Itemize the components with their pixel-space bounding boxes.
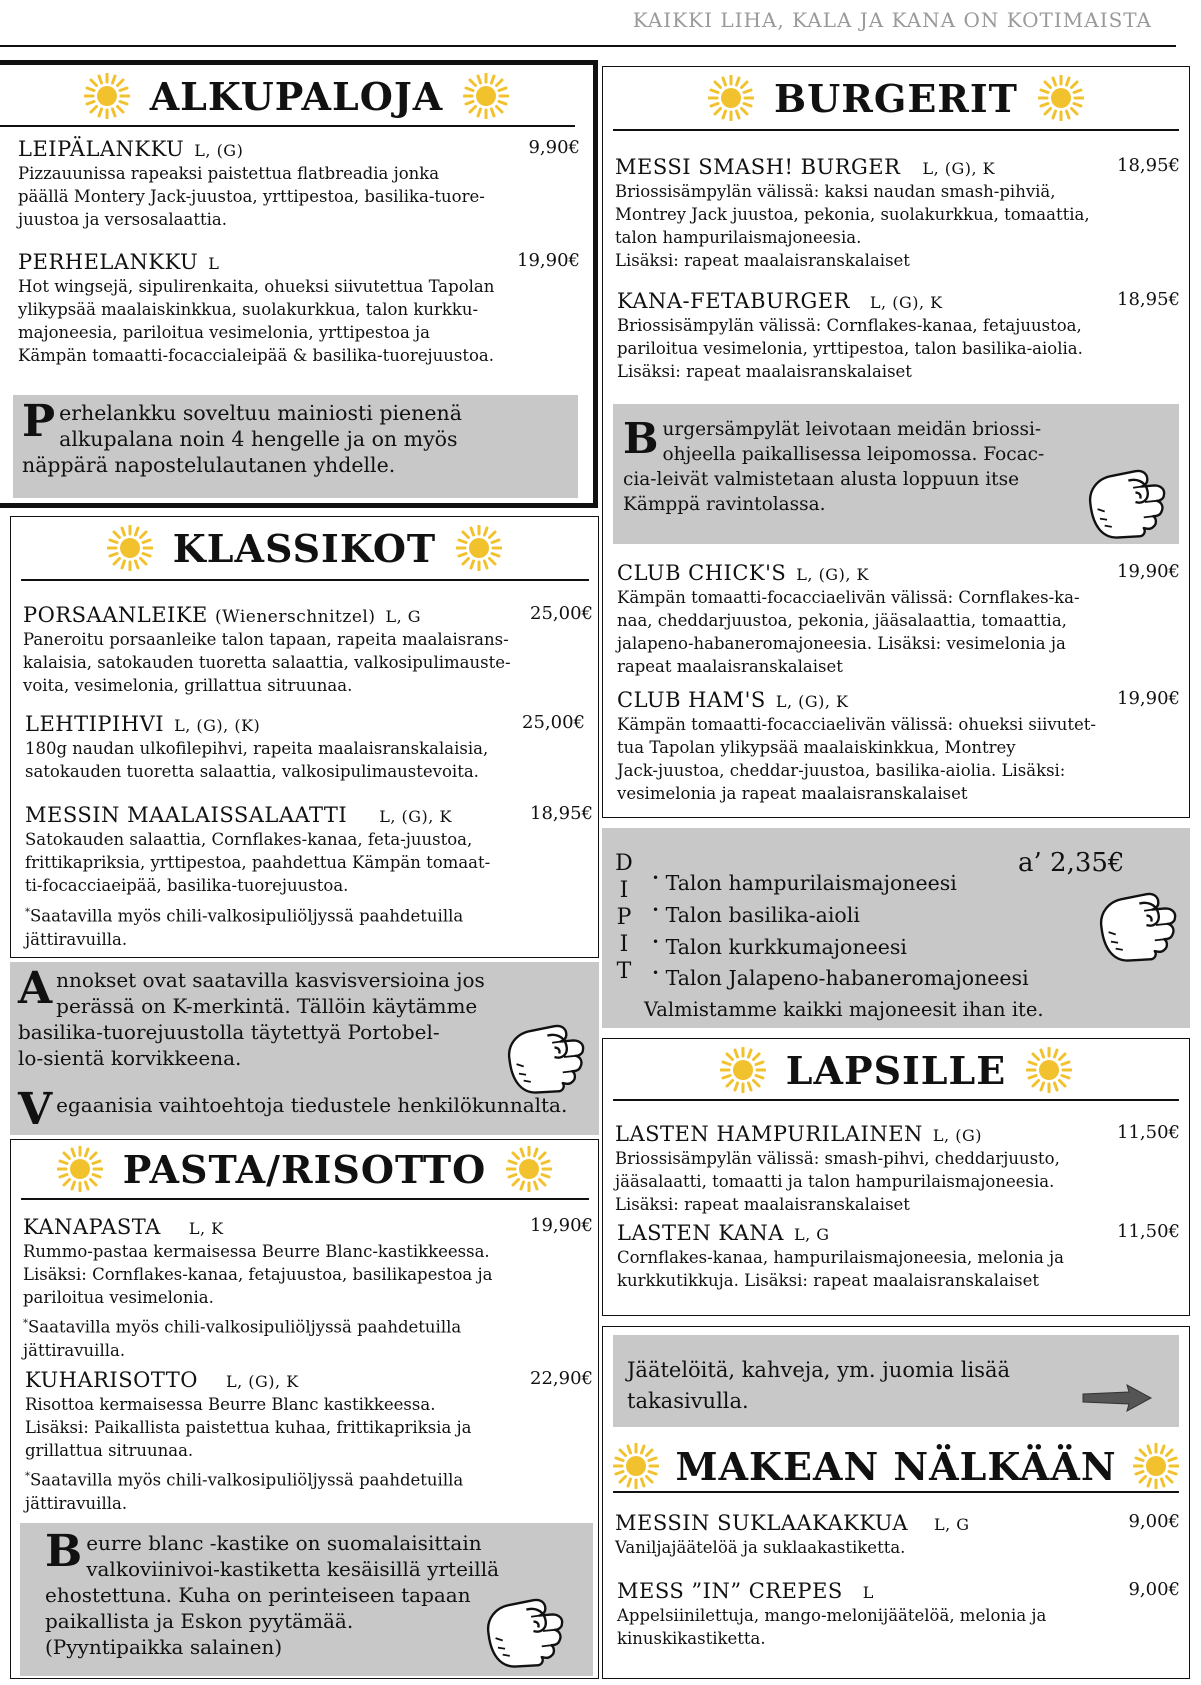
sun-icon: [57, 1146, 103, 1192]
price: 11,50€: [1117, 1221, 1180, 1242]
pointing-hand-icon: [500, 1012, 590, 1102]
sun-icon: [456, 525, 502, 571]
menu-item-suklaakakku: MESSIN SUKLAAKAKKUA L, G 9,00€ Vaniljajäätelöä ja suklaakastiketta.: [615, 1511, 1180, 1557]
section-title: LAPSILLE: [785, 1047, 1007, 1093]
sun-icon: [506, 1146, 552, 1192]
menu-item-kanapasta: KANAPASTA L, K 19,90€ Rummo-pastaa kermaisessa Beurre Blanc-kastikkeessa. Lisäksi: Cornflakes-kanaa, fetajuustoa, basilikapestoa ja pariloitua vesimelonia. *Saatavilla myös chili-valkosipuliöljyssä paahdetuilla jättiravuilla.: [23, 1215, 593, 1360]
title-divider: [613, 129, 1179, 131]
sun-icon: [613, 1443, 659, 1489]
pasta-section: [10, 1139, 599, 1679]
menu-item-messi-smash-burger: MESSI SMASH! BURGER L, (G), K 18,95€ Briossisämpylän välissä: kaksi naudan smash-pihviä, Montrey Jack juustoa, pekonia, suolakurkkua, tomaattia, talon hampurilaismajoneesia. Lisäksi: rapeat maalaisranskalaiset: [615, 155, 1180, 270]
price: 19,90€: [1117, 688, 1180, 709]
menu-item-lasten-hampurilainen: LASTEN HAMPURILAINEN L, (G) 11,50€ Briossisämpylän välissä: smash-pihvi, cheddarjuusto, jääsalaatti, tomaatti ja talon hampurilaismajoneesia. Lisäksi: rapeat maalaisranskalaiset: [615, 1122, 1180, 1214]
price: 25,00€: [522, 712, 585, 733]
dipit-list: • Talon hampurilaismajoneesi • Talon basilika-aioli • Talon kurkkumajoneesi • Talon Jalapeno-habaneromajoneesi: [652, 870, 1029, 991]
price: 22,90€: [530, 1368, 593, 1389]
section-title: KLASSIKOT: [172, 525, 437, 571]
title-divider: [0, 125, 575, 127]
menu-item-maalaissalaatti: MESSIN MAALAISSALAATTI L, (G), K 18,95€ Satokauden salaattia, Cornflakes-kanaa, feta-juustoa, frittikapriksia, yrttipestoa, paahdettua Kämpän tomaat- ti-focacciaeipää, basilika-tuorejuustoa. *Saatavilla myös chili-valkosipuliöljyssä paahdetuilla jättiravuilla.: [25, 803, 593, 949]
price: 19,90€: [530, 1215, 593, 1236]
price: 19,90€: [1117, 561, 1180, 582]
sun-icon: [1038, 75, 1084, 121]
sun-icon: [107, 525, 153, 571]
pointing-hand-icon: [1092, 880, 1182, 970]
price: 18,95€: [530, 803, 593, 824]
menu-item-club-hams: CLUB HAM'S L, (G), K 19,90€ Kämpän tomaatti-focacciaelivän välissä: ohueksi siivutet- tua Tapolan ylikypsää maalaiskinkkua, Montrey Jack-juustoa, cheddar-juustoa, basilika-aiolia. Lisäksi: vesimelonia ja rapeat maalaisranskalaiset: [617, 688, 1180, 803]
price: 19,90€: [517, 250, 580, 271]
menu-item-lasten-kana: LASTEN KANA L, G 11,50€ Cornflakes-kanaa, hampurilaismajoneesia, melonia ja kurkkutikkuja. Lisäksi: rapeat maalaisranskalaiset: [617, 1221, 1180, 1290]
top-divider: [0, 45, 1176, 47]
price: 9,00€: [1128, 1511, 1180, 1532]
menu-item-lehtipihvi: LEHTIPIHVI L, (G), (K) 25,00€ 180g naudan ulkofilepihvi, rapeita maalaisranskalaisia, satokauden tuoretta salaattia, valkosipulimaustevoita.: [25, 712, 585, 781]
sun-icon: [1026, 1047, 1072, 1093]
menu-item-leipalankku: LEIPÄLANKKU L, (G) 9,90€ Pizzauunissa rapeaksi paistettua flatbreadia jonka päällä Montery Jack-juustoa, yrttipestoa, basilika-tuore- juustoa ja versosalaattia.: [18, 137, 580, 229]
menu-item-perhelankku: PERHELANKKU L 19,90€ Hot wingsejä, sipulirenkaita, ohueksi siivutettua Tapolan ylikypsää maalaiskinkkua, suolakurkkua, talon kurkku- majoneesia, pariloitua vesimelonia, yrttipestoa ja Kämpän tomaatti-focaccialeipää & basilika-tuorejuustoa.: [18, 250, 580, 365]
dipit-vertical-label: D I P I T: [615, 851, 633, 984]
sun-icon: [463, 73, 509, 119]
menu-item-crepes: MESS ”IN” CREPES L 9,00€ Appelsiinilettuja, mango-melonijäätelöä, melonia ja kinuskikastiketta.: [617, 1579, 1180, 1648]
section-title: ALKUPALOJA: [149, 73, 444, 119]
sun-icon: [1133, 1443, 1179, 1489]
sun-icon: [84, 73, 130, 119]
lapsille-section: [602, 1038, 1190, 1316]
menu-item-kana-fetaburger: KANA-FETABURGER L, (G), K 18,95€ Briossisämpylän välissä: Cornflakes-kanaa, fetajuustoa, pariloitua vesimelonia, yrttipestoa, talon basilika-aiolia. Lisäksi: rapeat maalaisranskalaiset: [617, 289, 1180, 381]
drinks-info-text: Jäätelöitä, kahveja, ym. juomia lisää takasivulla.: [627, 1358, 1011, 1413]
pointing-hand-icon: [479, 1586, 569, 1676]
menu-item-porsaanleike: PORSAANLEIKE (Wienerschnitzel) L, G 25,00€ Paneroitu porsaanleike talon tapaan, rapeita maalaisrans- kalaisia, satokauden tuoretta salaattia, valkosipulimauste- voita, vesimelonia, grillattua sitruunaa.: [23, 603, 593, 695]
section-title: MAKEAN NÄLKÄÄN: [675, 1443, 1117, 1489]
info-text: P erhelankku soveltuu mainiosti pienenä alkupalana noin 4 hengelle ja on myös näppärä napostelulautanen yhdelle.: [22, 396, 462, 477]
price: 9,00€: [1128, 1579, 1180, 1600]
info-text: B urgersämpylät leivotaan meidän briossi- ohjeella paikallisessa leipomossa. Focac- cia-leivät valmistetaan alusta loppuun itse Kämppä ravintolassa.: [623, 414, 1045, 515]
title-divider: [613, 1099, 1179, 1101]
title-divider: [21, 579, 589, 581]
price: 18,95€: [1117, 155, 1180, 176]
menu-item-kuharisotto: KUHARISOTTO L, (G), K 22,90€ Risottoa kermaisessa Beurre Blanc kastikkeessa. Lisäksi: Paikallista paistettua kuhaa, frittikapriksia ja grillattua sitruunaa. *Saatavilla myös chili-valkosipuliöljyssä paahdetuilla jättiravuilla.: [25, 1368, 593, 1513]
arrow-right-icon: [1081, 1383, 1153, 1413]
info-text: B eurre blanc -kastike on suomalaisittain valkoviinivoi-kastiketta kesäisillä yrteillä ehostettuna. Kuha on perinteiseen tapaan paikallista ja Eskon pyytämää. (Pyyntipaikka salainen): [45, 1526, 500, 1659]
title-divider: [613, 1491, 1179, 1493]
price: 18,95€: [1117, 289, 1180, 310]
section-title: PASTA/RISOTTO: [122, 1146, 487, 1192]
menu-item-club-chicks: CLUB CHICK'S L, (G), K 19,90€ Kämpän tomaatti-focacciaelivän välissä: Cornflakes-ka- naa, cheddarjuustoa, pekonia, jääsalaattia, tomaattia, jalapeno-habaneromajoneesia. Lisäksi: vesimelonia ja rapeat maalaisranskalaiset: [617, 561, 1180, 676]
dipit-footer: Valmistamme kaikki majoneesit ihan ite.: [644, 998, 1044, 1021]
burgerit-section: [602, 66, 1190, 818]
tagline: KAIKKI LIHA, KALA JA KANA ON KOTIMAISTA: [632, 8, 1152, 32]
alkupaloja-section: [0, 60, 598, 508]
vegetarian-info-text: A nnokset ovat saatavilla kasvisversioina jos perässä on K-merkintä. Tällöin käytämme basilika-tuorejuustolla täytettyä Portobel- lo-sientä korvikkeena.: [18, 963, 485, 1070]
dipit-price: a’ 2,35€: [1018, 848, 1125, 878]
title-divider: [21, 1198, 589, 1200]
price: 11,50€: [1117, 1122, 1180, 1143]
vegan-info-text: Vegaanisia vaihtoehtoja tiedustele henkilökunnalta.: [18, 1084, 568, 1135]
makean-section: [602, 1326, 1190, 1679]
section-title: BURGERIT: [774, 75, 1018, 121]
sun-icon: [720, 1047, 766, 1093]
pointing-hand-icon: [1081, 457, 1171, 547]
price: 25,00€: [530, 603, 593, 624]
klassikot-section: [10, 516, 599, 958]
sun-icon: [708, 75, 754, 121]
price: 9,90€: [528, 137, 580, 158]
